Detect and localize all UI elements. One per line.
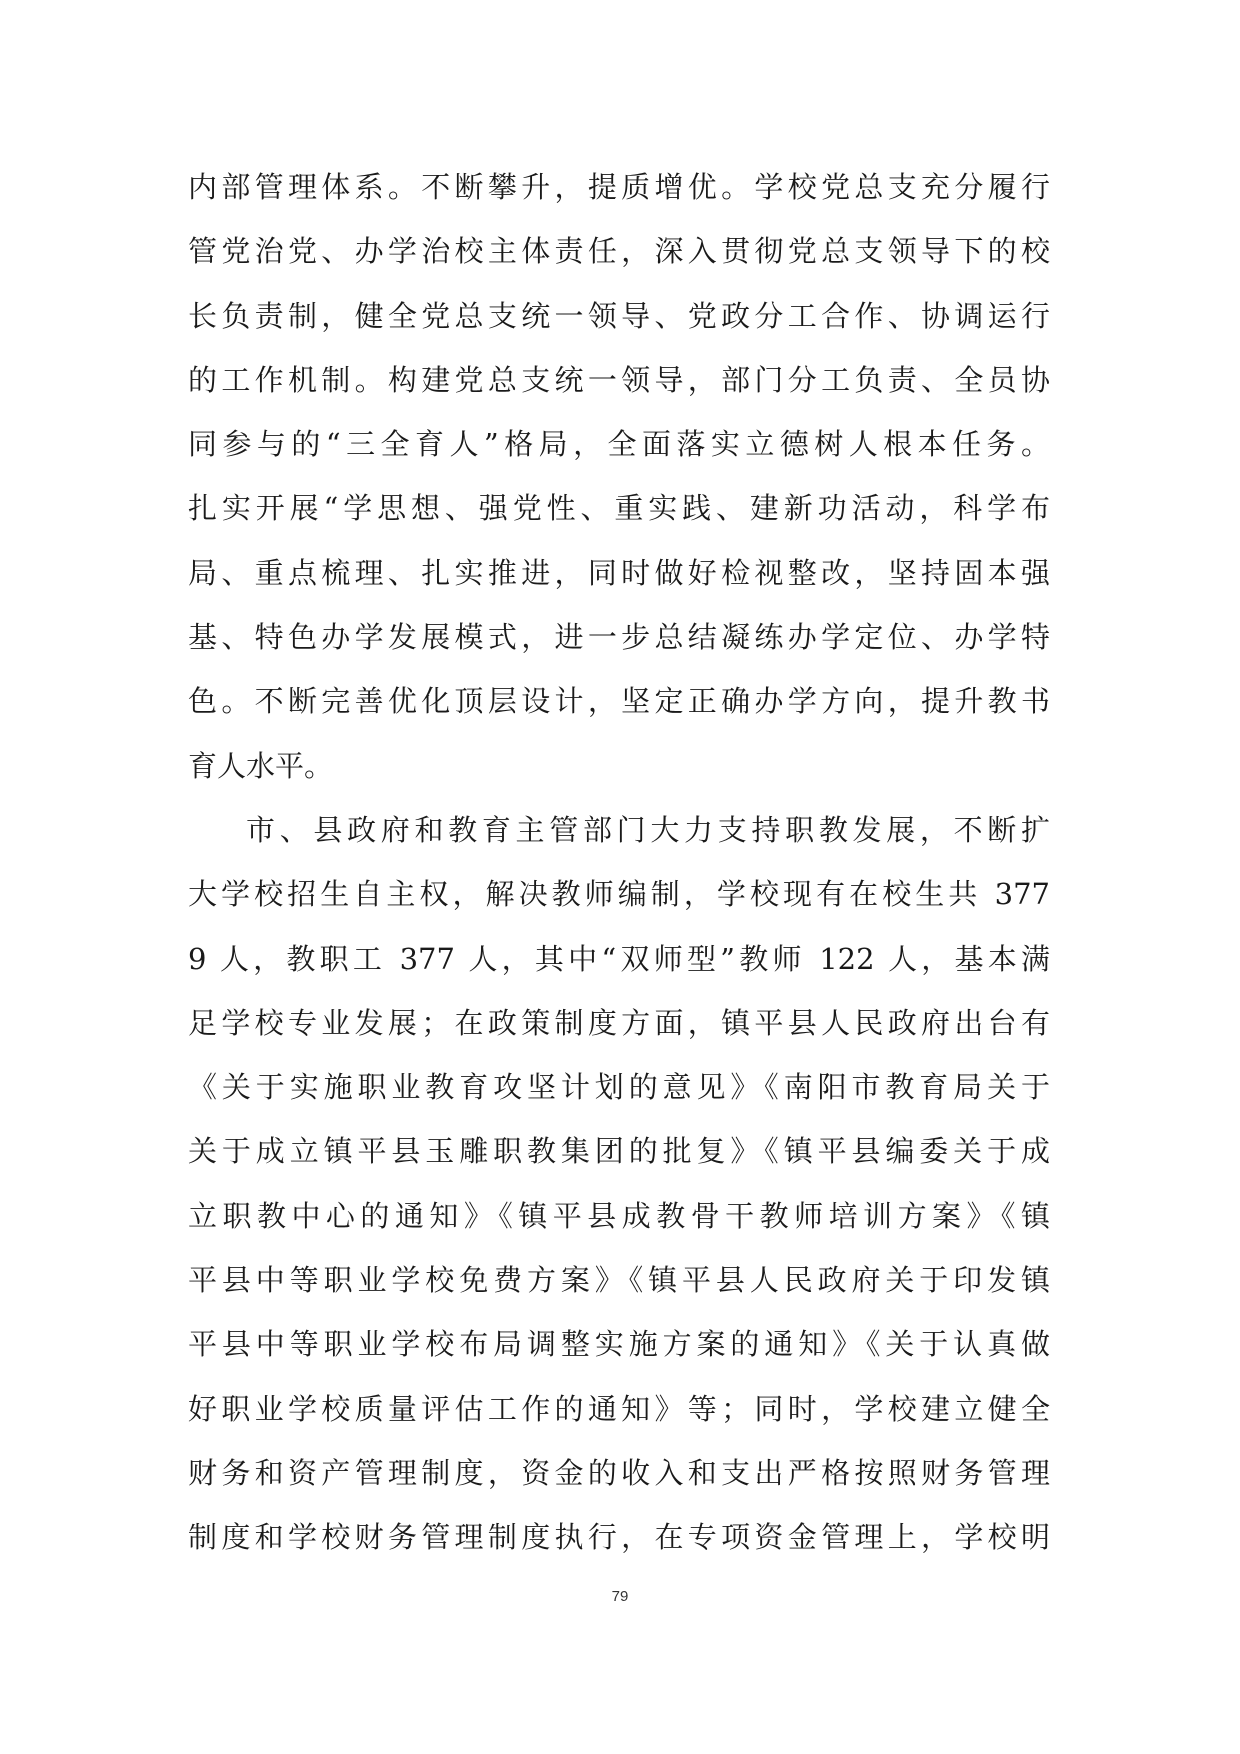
text-line: 色。不断完善优化顶层设计，坚定正确办学方向，提升教书 (188, 684, 1050, 719)
text-line: 基、特色办学发展模式，进一步总结凝练办学定位、办学特 (188, 620, 1050, 655)
text-line: 长负责制，健全党总支统一领导、党政分工合作、协调运行 (188, 298, 1050, 333)
text-line: 关于成立镇平县玉雕职教集团的批复》《镇平县编委关于成 (188, 1134, 1050, 1169)
text-line: 市、县政府和教育主管部门大力支持职教发展，不断扩 (246, 812, 1050, 847)
text-line: 内部管理体系。不断攀升，提质增优。学校党总支充分履行 (188, 170, 1050, 204)
text-line: 足学校专业发展；在政策制度方面，镇平县人民政府出台有 (188, 1005, 1050, 1040)
text-line: 扎实开展“学思想、强党性、重实践、建新功活动，科学布 (188, 491, 1050, 526)
text-line: 大学校招生自主权，解决教师编制，学校现有在校生共 377 (188, 877, 1050, 912)
text-line: 9 人，教职工 377 人，其中“双师型”教师 122 人，基本满 (188, 941, 1050, 976)
text-line: 平县中等职业学校布局调整实施方案的通知》《关于认真做 (188, 1327, 1050, 1362)
page-number: 79 (611, 1588, 629, 1605)
text-line: 育人水平。 (188, 748, 334, 783)
text-line: 制度和学校财务管理制度执行，在专项资金管理上，学校明 (188, 1520, 1050, 1555)
text-line: 同参与的“三全育人”格局，全面落实立德树人根本任务。 (188, 427, 1050, 462)
text-line: 好职业学校质量评估工作的通知》等；同时，学校建立健全 (188, 1391, 1050, 1426)
body-text (188, 155, 1050, 1570)
text-line: 局、重点梳理、扎实推进，同时做好检视整改，坚持固本强 (188, 555, 1050, 590)
text-line: 立职教中心的通知》《镇平县成教骨干教师培训方案》《镇 (188, 1198, 1050, 1233)
text-line: 的工作机制。构建党总支统一领导，部门分工负责、全员协 (188, 362, 1050, 397)
text-line: 财务和资产管理制度，资金的收入和支出严格按照财务管理 (188, 1455, 1050, 1490)
text-line: 平县中等职业学校免费方案》《镇平县人民政府关于印发镇 (188, 1263, 1050, 1298)
text-line: 管党治党、办学治校主体责任，深入贯彻党总支领导下的校 (188, 234, 1050, 269)
text-line: 《关于实施职业教育攻坚计划的意见》《南阳市教育局关于 (188, 1070, 1050, 1105)
